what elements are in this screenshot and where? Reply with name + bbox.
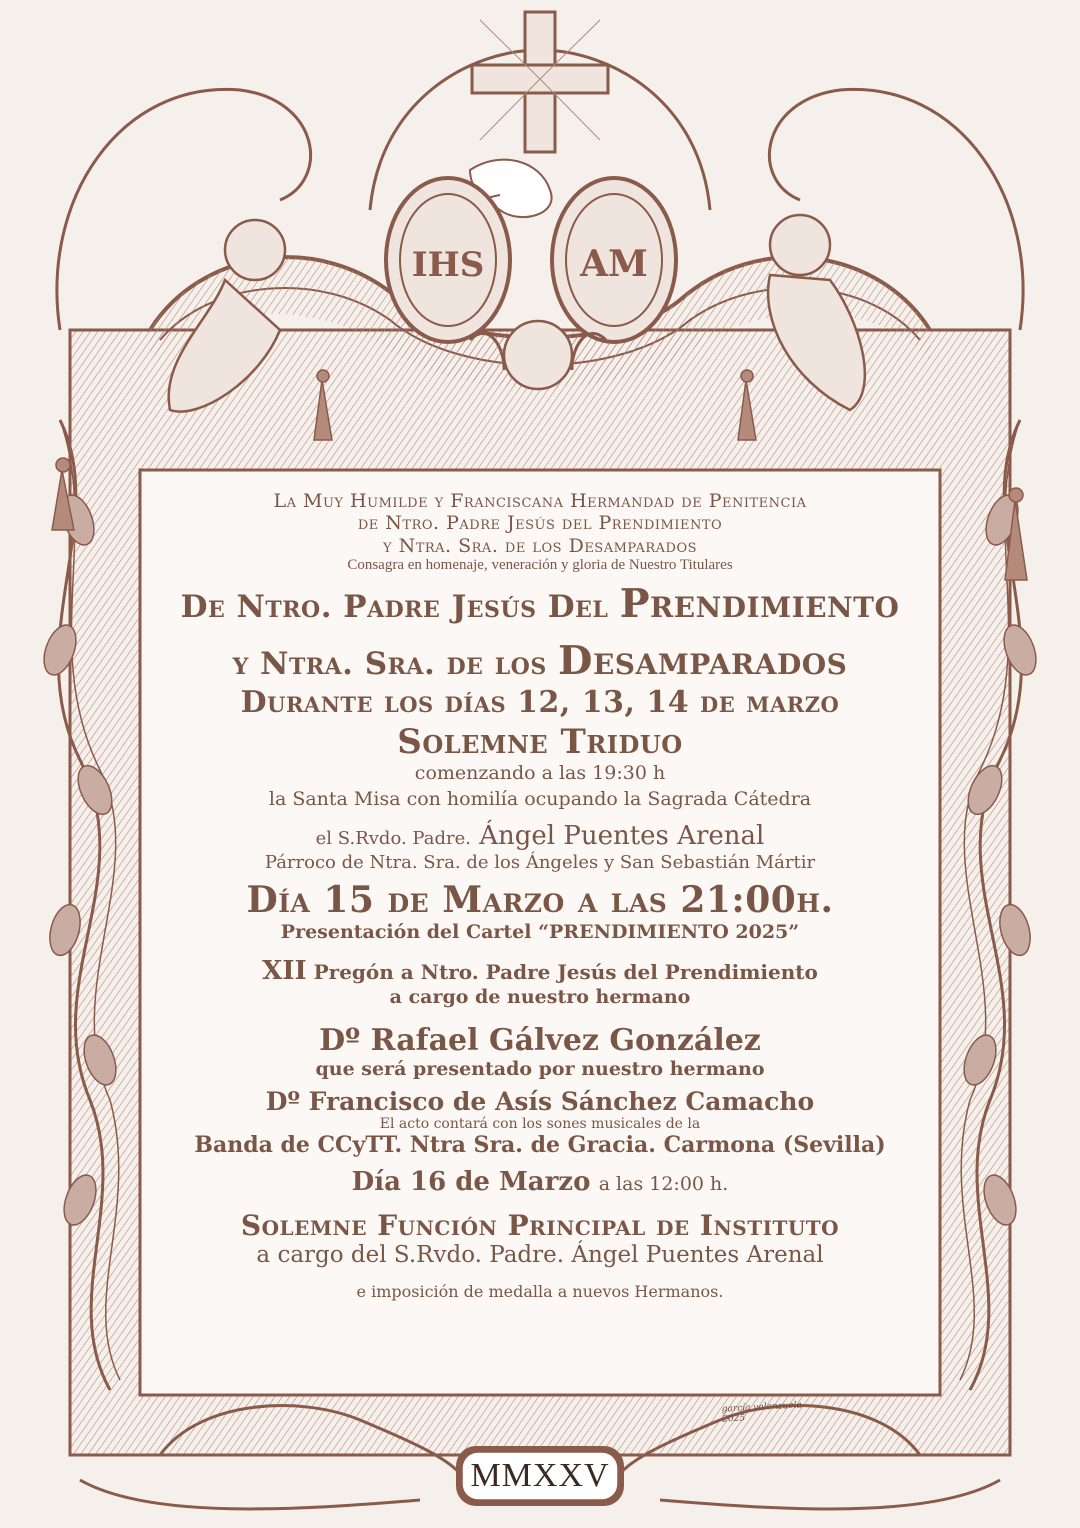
svg-text:IHS: IHS xyxy=(411,245,485,285)
funcion-by: a cargo del S.Rvdo. Padre. Ángel Puentes Arenal xyxy=(256,1242,824,1269)
titular-jesus xyxy=(150,581,930,628)
brotherhood-name-line3: y Ntra. Sra. de los Desamparados xyxy=(382,534,698,557)
artist-signature: garcía valenzuela 2025 xyxy=(721,1400,803,1425)
presented-by: que será presentado por nuestro hermano xyxy=(315,1058,765,1081)
brotherhood-name-line2: de Ntro. Padre Jesús del Prendimiento xyxy=(357,512,723,535)
funcion-date xyxy=(150,1167,930,1198)
pregon-numeral: XII xyxy=(262,955,307,986)
funcion-title: Solemne Función Principal de Instituto xyxy=(240,1209,840,1243)
funcion-date-rest: a las 12:00 h. xyxy=(598,1172,729,1195)
triduo-mass: la Santa Misa con homilía ocupando la Sagrada Cátedra xyxy=(268,788,812,811)
triduo-title: Solemne Triduo xyxy=(397,721,683,762)
cartel-presentation: Presentación del Cartel “PRENDIMIENTO 2025” xyxy=(280,921,800,944)
titular-virgin xyxy=(150,638,930,685)
titular-virgin-emphasis: Desamparados xyxy=(558,637,848,684)
ave-maria-monogram-icon xyxy=(552,178,676,342)
titular-jesus-prefix: De Ntro. Padre Jesús Del xyxy=(180,588,609,625)
band-name: Banda de CCyTT. Ntra Sra. de Gracia. Carmona (Sevilla) xyxy=(194,1131,886,1158)
dedication-line: Consagra en homenaje, veneración y gloria de Nuestro Titulares xyxy=(347,557,733,574)
pregonero-name: Dº Rafael Gálvez González xyxy=(319,1022,761,1058)
preacher-role: Párroco de Ntra. Sra. de los Ángeles y San Sebastián Mártir xyxy=(264,851,816,873)
pregon-by: a cargo de nuestro hermano xyxy=(389,986,691,1009)
pregon-date: Día 15 de Marzo a las 21:00h. xyxy=(246,878,834,921)
invitation-text xyxy=(150,490,930,1302)
presenter-name: Dº Francisco de Asís Sánchez Camacho xyxy=(265,1086,815,1116)
titular-virgin-prefix: y Ntra. Sra. de los xyxy=(232,645,547,682)
preacher-prefix: el S.Rvdo. Padre. xyxy=(315,827,471,849)
funcion-note: e imposición de medalla a nuevos Hermanos. xyxy=(356,1282,724,1302)
brotherhood-name: La Muy Humilde y Franciscana Hermandad de Penitencia xyxy=(273,490,807,512)
preacher-name: Ángel Puentes Arenal xyxy=(479,820,765,851)
pregon-title xyxy=(150,956,930,987)
pregon-title-rest: Pregón a Ntro. Padre Jesús del Prendimiento xyxy=(313,959,818,984)
triduo-dates: Durante los días 12, 13, 14 de marzo xyxy=(240,684,840,720)
triduo-time: comenzando a las 19:30 h xyxy=(414,762,666,785)
titular-jesus-emphasis: Prendimiento xyxy=(619,580,900,627)
year-roman-numeral: MMXXV xyxy=(470,1457,610,1494)
funcion-date-emphasis: Día 16 de Marzo xyxy=(351,1166,591,1197)
triduo-preacher xyxy=(150,821,930,852)
ihs-monogram-icon xyxy=(386,178,510,342)
music-intro: El acto contará con los sones musicales de la xyxy=(379,1116,701,1133)
svg-text:AM: AM xyxy=(580,243,648,285)
